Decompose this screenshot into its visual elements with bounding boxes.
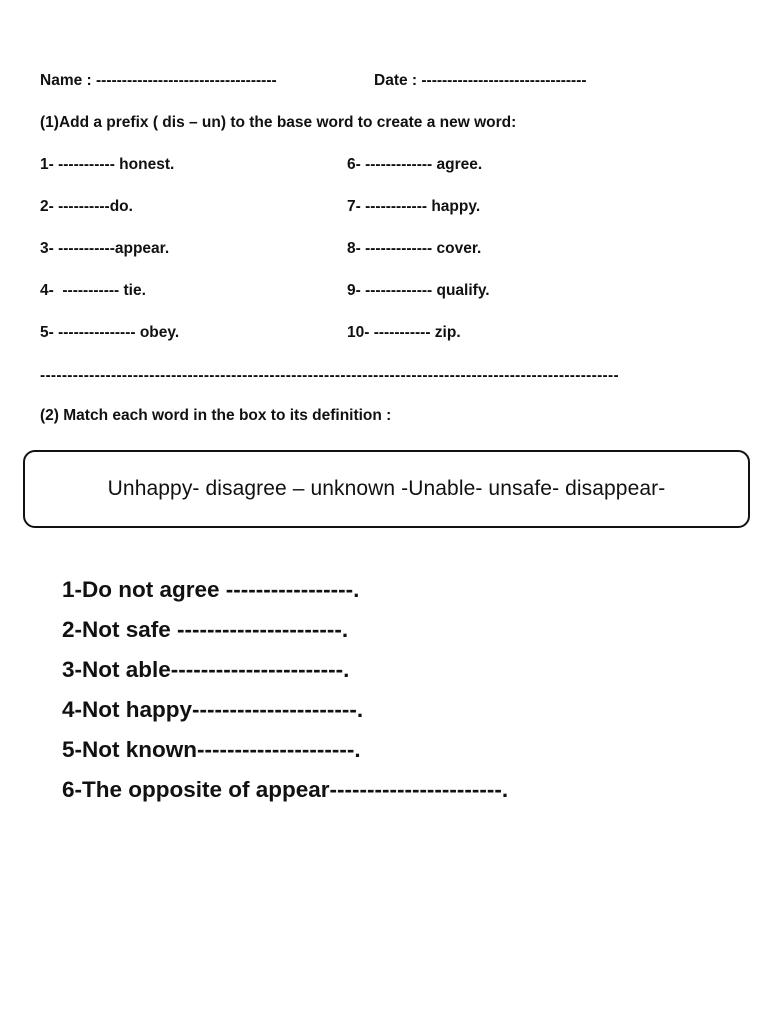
section1-instruction: (1)Add a prefix ( dis – un) to the base word to create a new word: (40, 114, 517, 131)
definition-item-3[interactable]: 3-Not able-----------------------. (62, 657, 350, 682)
prefix-item-9[interactable]: 9- ------------- qualify. (347, 282, 490, 299)
dashed-separator: ---------------------------------------------------------------------------------------------------------- (40, 367, 619, 384)
prefix-item-3[interactable]: 3- -----------appear. (40, 240, 170, 257)
date-field-line[interactable]: Date : -------------------------------- (374, 72, 587, 89)
definition-item-1[interactable]: 1-Do not agree -----------------. (62, 577, 360, 602)
prefix-item-8[interactable]: 8- ------------- cover. (347, 240, 482, 257)
name-field-line[interactable]: Name : ----------------------------------- (40, 72, 277, 89)
prefix-item-5[interactable]: 5- --------------- obey. (40, 324, 180, 341)
prefix-item-10[interactable]: 10- ----------- zip. (347, 324, 461, 341)
word-bank-text: Unhappy- disagree – unknown -Unable- unsafe- disappear- (107, 477, 666, 500)
word-bank-box (23, 450, 750, 528)
prefix-item-4[interactable]: 4- ----------- tie. (40, 282, 146, 299)
definition-item-5[interactable]: 5-Not known---------------------. (62, 737, 361, 762)
prefix-item-6[interactable]: 6- ------------- agree. (347, 156, 483, 173)
definition-item-2[interactable]: 2-Not safe ----------------------. (62, 617, 349, 642)
definition-item-6[interactable]: 6-The opposite of appear-----------------------. (62, 777, 509, 802)
prefix-item-1[interactable]: 1- ----------- honest. (40, 156, 175, 173)
prefix-item-7[interactable]: 7- ------------ happy. (347, 198, 481, 215)
prefix-item-2[interactable]: 2- ----------do. (40, 198, 133, 215)
section2-instruction: (2) Match each word in the box to its definition : (40, 407, 392, 424)
definition-item-4[interactable]: 4-Not happy----------------------. (62, 697, 364, 722)
